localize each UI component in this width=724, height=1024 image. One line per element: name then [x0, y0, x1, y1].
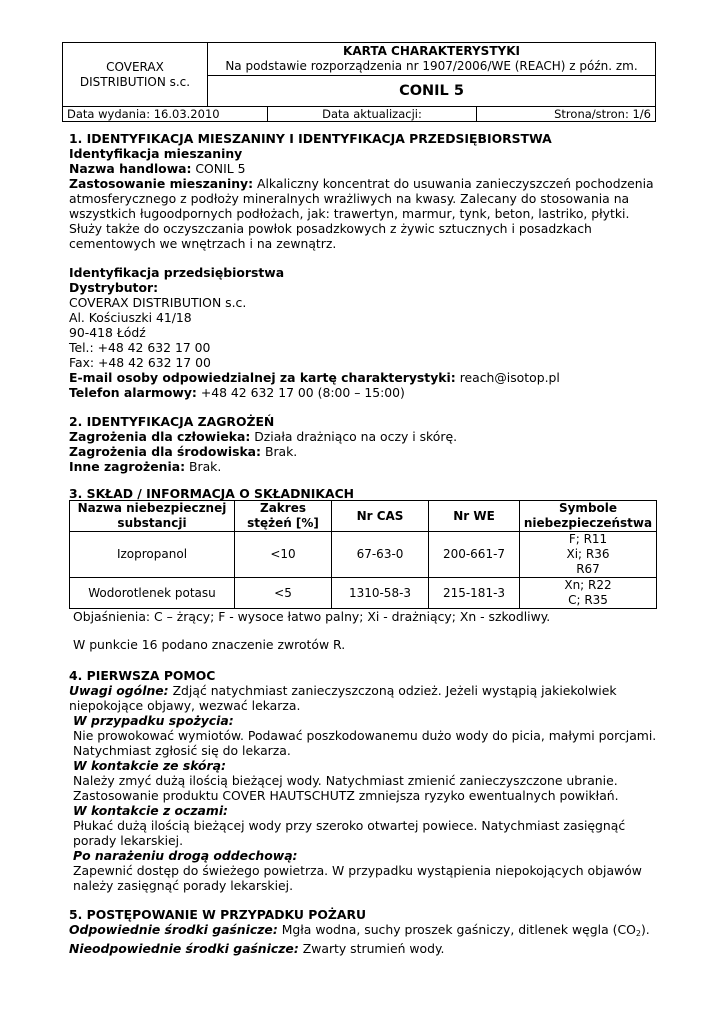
date-table [62, 106, 656, 122]
col-name: Nazwa niebezpiecznej substancji [70, 501, 235, 532]
company-id-subheading: Identyfikacja przedsiębiorstwa [69, 265, 285, 280]
company-cell [63, 43, 208, 107]
section-2-heading: 2. IDENTYFIKACJA ZAGROŻEŃ [69, 414, 275, 429]
title-cell [208, 43, 656, 76]
document-body [69, 131, 659, 956]
doc-title: KARTA CHARAKTERYSTYKI [343, 44, 520, 58]
section-5-heading: 5. POSTĘPOWANIE W PRZYPADKU POŻARU [69, 907, 367, 922]
distributor-fax: Fax: +48 42 632 17 00 [69, 355, 211, 370]
company-line-1: COVERAX [106, 59, 164, 74]
page-number: Strona/stron: 1/6 [477, 107, 656, 122]
col-conc: Zakres stężeń [%] [235, 501, 332, 532]
eyes-label: W kontakcie z oczami: [73, 803, 229, 818]
regulation: Na podstawie rozporządzenia nr 1907/2006/WE (REACH) z późn. zm. [225, 59, 638, 73]
skin-label: W kontakcie ze skórą: [73, 758, 226, 773]
col-cas: Nr CAS [332, 501, 429, 532]
mixture-id-subheading: Identyfikacja mieszaniny [69, 146, 243, 161]
skin-text: Należy zmyć dużą ilością bieżącej wody. Natychmiast zmienić zanieczyszczone ubranie. Zastosowanie produktu COVER HAUTSCHUTZ zmniejsza ryzyko ewentualnych powikłań. [73, 773, 619, 803]
responsible-email: E-mail osoby odpowiedzialnej za kartę charakterystyki: reach@isotop.pl [69, 370, 560, 385]
section-3-heading: 3. SKŁAD / INFORMACJA O SKŁADNIKACH [69, 486, 355, 501]
r-phrases-note: W punkcie 16 podano znaczenie zwrotów R. [73, 637, 346, 652]
ingestion-text: Nie prowokować wymiotów. Podawać poszkodowanemu dużo wody do picia, małymi porcjami. Natychmiast zgłosić się do lekarza. [73, 728, 657, 758]
human-hazards: Zagrożenia dla człowieka: Działa drażniąco na oczy i skórę. [69, 429, 458, 444]
distributor-label: Dystrybutor: [69, 280, 159, 295]
composition-table [69, 500, 657, 609]
distributor-name: COVERAX DISTRIBUTION s.c. [69, 295, 247, 310]
col-we: Nr WE [429, 501, 520, 532]
header-table [62, 42, 656, 107]
col-symbols: Symbole niebezpieczeństwa [520, 501, 657, 532]
ingestion-label: W przypadku spożycia: [73, 713, 234, 728]
general-notes: Uwagi ogólne: Zdjąć natychmiast zanieczyszczoną odzież. Jeżeli wystąpią jakiekolwiek niepokojące objawy, wezwać lekarza. [69, 683, 617, 713]
emergency-phone: Telefon alarmowy: +48 42 632 17 00 (8:00 – 15:00) [69, 385, 405, 400]
table-row: Izopropanol <10 67-63-0 200-661-7 F; R11 Xi; R36 R67 [70, 532, 657, 578]
email-link[interactable]: reach@isotop.pl [455, 370, 560, 385]
trade-name: Nazwa handlowa: CONIL 5 [69, 161, 246, 176]
other-hazards: Inne zagrożenia: Brak. [69, 459, 222, 474]
env-hazards: Zagrożenia dla środowiska: Brak. [69, 444, 298, 459]
table-row: Wodorotlenek potasu <5 1310-58-3 215-181-3 Xn; R22 C; R35 [70, 578, 657, 609]
mixture-use: Zastosowanie mieszaniny: Alkaliczny koncentrat do usuwania zanieczyszczeń pochodzenia atmosferycznego z podłoży mineralnych wrażliwych na kwasy. Zalecany do stosowania na wszystkich ługoodpornych podłożach, jak: trawertyn, marmur, tynk, beton, lastriko, płytki. Służy także do oczyszczania powłok posadzkowych z żywic sztucznych i posadzkach cementowych we wnętrzach i na zewnątrz. [69, 176, 654, 251]
issue-date: Data wydania: 16.03.2010 [63, 107, 268, 122]
company-line-2: DISTRIBUTION s.c. [79, 74, 191, 89]
eyes-text: Płukać dużą ilością bieżącej wody przy szeroko otwartej powiece. Natychmiast zasięgnąć porady lekarskiej. [73, 818, 626, 848]
inhalation-label: Po narażeniu drogą oddechową: [73, 848, 298, 863]
distributor-tel: Tel.: +48 42 632 17 00 [69, 340, 211, 355]
distributor-city: 90-418 Łódź [69, 325, 146, 340]
update-date: Data aktualizacji: [268, 107, 477, 122]
distributor-street: Al. Kościuszki 41/18 [69, 310, 192, 325]
unsuitable-media: Nieodpowiednie środki gaśnicze: Zwarty strumień wody. [69, 941, 445, 956]
table-note: Objaśnienia: C – żrący; F - wysoce łatwo palny; Xi - drażniący; Xn - szkodliwy. [73, 609, 551, 624]
section-1-heading: 1. IDENTYFIKACJA MIESZANINY I IDENTYFIKACJA PRZEDSIĘBIORSTWA [69, 131, 552, 146]
inhalation-text: Zapewnić dostęp do świeżego powietrza. W przypadku wystąpienia niepokojących objawów należy zasięgnąć porady lekarskiej. [73, 863, 642, 893]
suitable-media: Odpowiednie środki gaśnicze: Mgła wodna, suchy proszek gaśniczy, ditlenek węgla $(CO_2)$. [69, 922, 650, 938]
section-4-heading: 4. PIERWSZA POMOC [69, 668, 216, 683]
product-name: CONIL 5 [208, 76, 656, 107]
